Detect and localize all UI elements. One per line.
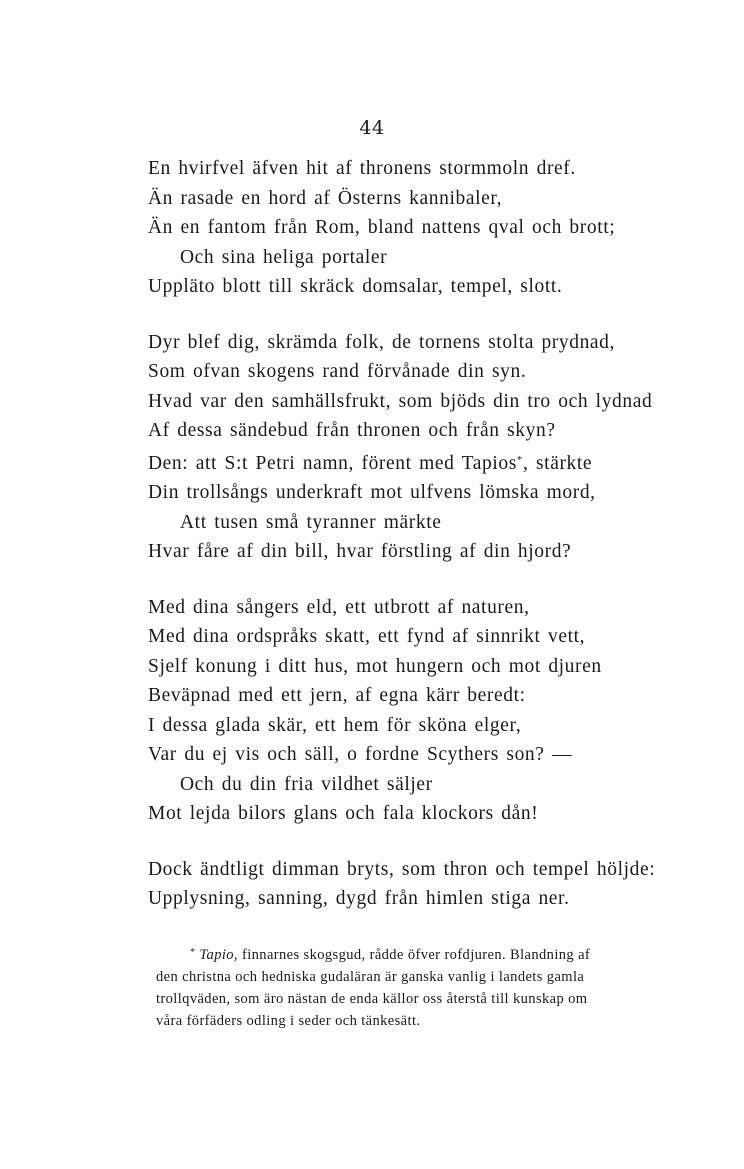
poem-line: En hvirfvel äfven hit af thronens stormmoln dref. <box>148 158 576 179</box>
poem-line: Sjelf konung i ditt hus, mot hungern och mot djuren <box>148 655 602 677</box>
stanza-1 <box>148 154 688 302</box>
footnote-line <box>156 942 676 966</box>
poem-line: Med dina ordspråks skatt, ett fynd af sinnrikt vett, <box>148 626 586 647</box>
poem-line: Uppläto blott till skräck domsalar, tempel, slott. <box>148 276 563 297</box>
poem-line-indented: Att tusen små tyranner märkte <box>180 511 442 533</box>
footnote-reference: * <box>516 453 524 466</box>
poem-line: Med dina sångers eld, ett utbrott af naturen, <box>148 596 530 618</box>
footnote-term: Tapio, <box>199 947 238 963</box>
poem-line-text: Den: att S:t Petri namn, förent med Tapios <box>148 452 517 474</box>
stanza-4 <box>148 855 688 914</box>
poem-line-indented: Och sina heliga portaler <box>180 246 388 268</box>
footnote-line: trollqväden, som äro nästan de enda källor oss återstå till kunskap om <box>156 991 588 1007</box>
poem-line: Än en fantom från Rom, bland nattens qval och brott; <box>148 217 616 238</box>
poem-line: Beväpnad med ett jern, af egna kärr beredt: <box>148 685 526 706</box>
poem-line: Mot lejda bilors glans och fala klockors dån! <box>148 803 539 824</box>
poem-line: I dessa glada skär, ett hem för sköna elger, <box>148 714 522 736</box>
poem-line-with-footnote-ref <box>148 446 688 479</box>
footnote <box>156 942 676 1032</box>
poem-line: Upplysning, sanning, dygd från himlen stiga ner. <box>148 888 570 909</box>
footnote-line: den christna och hedniska gudaläran är ganska vanlig i landets gamla <box>156 969 585 985</box>
poem-line: Var du ej vis och säll, o fordne Scythers son? — <box>148 744 573 765</box>
poem-line: Hvad var den samhällsfrukt, som bjöds din tro och lydnad <box>148 390 653 412</box>
poem-line: Dock ändtligt dimman bryts, som thron och tempel höljde: <box>148 858 656 880</box>
stanza-2 <box>148 328 688 567</box>
poem-line: Af dessa sändebud från thronen och från skyn? <box>148 420 556 441</box>
footnote-text: finnarnes skogsgud, rådde öfver rofdjuren. Blandning af <box>241 947 591 963</box>
page-number: 44 <box>359 117 385 139</box>
poem-line: Än rasade en hord af Österns kannibaler, <box>148 187 503 209</box>
poem-line: Din trollsångs underkraft mot ulfvens lömska mord, <box>148 482 596 503</box>
footnote-marker: * <box>190 947 196 958</box>
poem-line-indented: Och du din fria vildhet säljer <box>180 773 433 795</box>
poem-line-text: , stärkte <box>523 452 593 474</box>
poem <box>148 154 688 940</box>
poem-line: Dyr blef dig, skrämda folk, de tornens stolta prydnad, <box>148 331 616 353</box>
poem-line: Hvar fåre af din bill, hvar förstling af din hjord? <box>148 541 572 562</box>
footnote-line: våra förfäders odling i seder och tänkesätt. <box>156 1013 421 1029</box>
stanza-3 <box>148 593 688 829</box>
poem-line: Som ofvan skogens rand förvånade din syn. <box>148 361 527 382</box>
